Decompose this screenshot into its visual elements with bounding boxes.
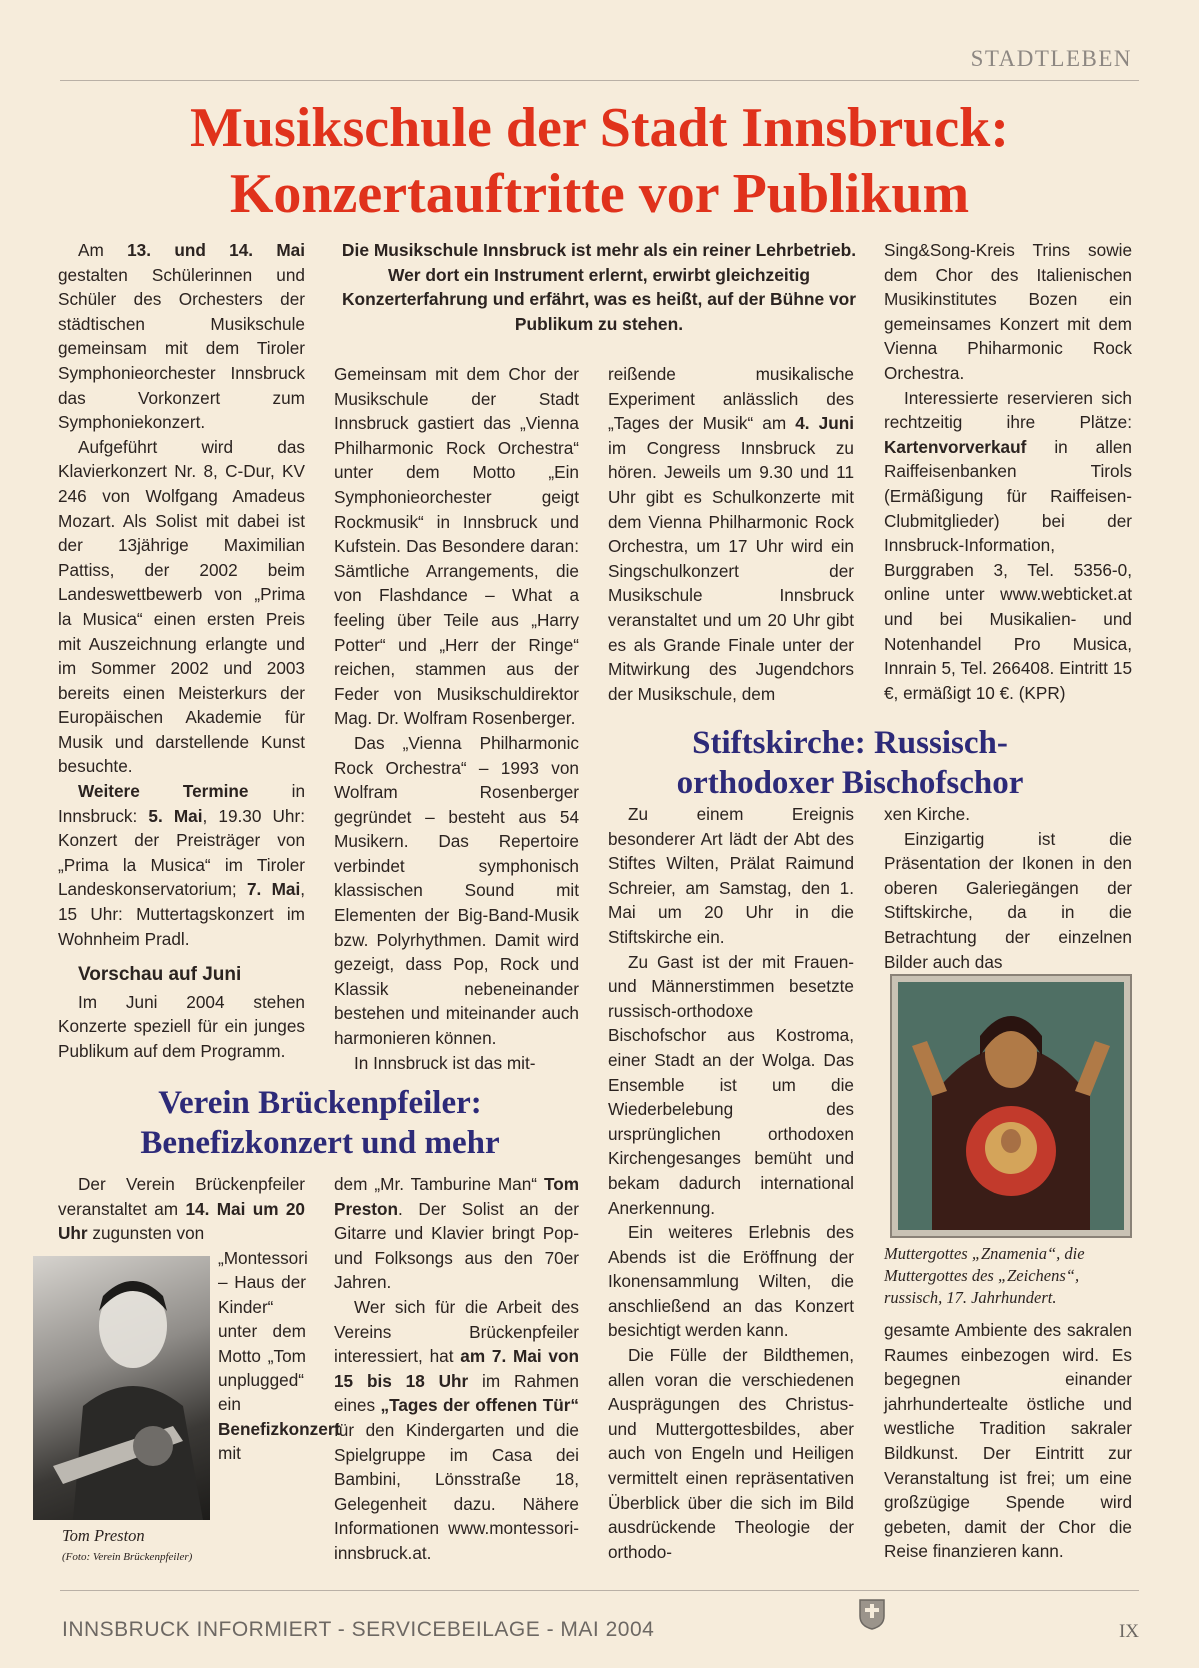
verein-column-2: [334, 1172, 579, 1566]
article-column-2: [334, 362, 579, 1075]
footer-rule: [60, 1590, 1139, 1591]
paragraph: Ein weiteres Erlebnis des Abends ist die Eröffnung der Ikonensammlung Wilten, die anschließend an das Konzert besichtigt werden kann.: [608, 1222, 854, 1341]
stift-column-2: [884, 802, 1132, 974]
paragraph: Gemeinsam mit dem Chor der Musikschule der Stadt Innsbruck gastiert das „Vienna Philharmonic Rock Orchestra“ unter dem Motto „Ein Symphonieorchester geigt Rockmusik“ in Innsbruck und Kufstein. Das Besondere daran: Sämtliche Arrangements, die von Flashdance – What a feeling über Teile aus „Harry Potter“ und „Herr der Ringe“ reichen, stammen aus der Feder von Musikschuldirektor Mag. Dr. Wolfram Rosenberger.: [334, 364, 579, 729]
paragraph: reißende musikalische Experiment anlässlich des „Tages der Musik“ am 4. Juni im Congress Innsbruck zu hören. Jeweils um 9.30 und 11 Uhr gibt es Schulkonzerte mit dem Vienna Philharmonic Rock Orchestra, um 17 Uhr wird ein Singschulkonzert der Musikschule Innsbruck veranstaltet und um 20 Uhr gibt es als Grande Finale unter der Mitwirkung des Jugendchors der Musikschule, dem: [608, 364, 854, 704]
photo-credit: (Foto: Verein Brückenpfeiler): [62, 1551, 193, 1563]
stift-column-2b: [884, 1318, 1132, 1564]
page-number: IX: [1118, 1621, 1139, 1642]
article-column-3: [608, 362, 854, 706]
paragraph: Der Verein Brückenpfeiler veranstaltet am 14. Mai um 20 Uhr zugunsten von: [58, 1174, 305, 1244]
paragraph: gesamte Ambiente des sakralen Raumes einbezogen wird. Es begegnen einander jahrhundertealte östliche und westliche Tradition sakraler Bildkunst. Der Eintritt zur Veranstaltung ist frei; um eine großzügige Spende wird gebeten, damit der Chor die Reise finanzieren kann.: [884, 1320, 1132, 1562]
subheading-vorschau: Vorschau auf Juni: [78, 964, 242, 986]
paragraph: Zu Gast ist der mit Frauen- und Männerstimmen besetzte russisch-orthodoxe Bischofschor aus Kostroma, einer Stadt an der Wolga. Das Ensemble ist um die Wiederbelebung des ursprünglichen orthodoxen Kirchengesanges bemüht und bekam dadurch international Anerkennung.: [608, 951, 854, 1218]
paragraph: dem „Mr. Tamburine Man“ Tom Preston. Der Solist an der Gitarre und Klavier bringt Pop- und Folksongs aus den 70er Jahren.: [334, 1174, 579, 1293]
paragraph: Am 13. und 14. Mai gestalten Schülerinnen und Schüler des Orchesters der städtischen Musikschule gemeinsam mit dem Tiroler Symphonieorchester Innsbruck das Vorkonzert zum Symphoniekonzert.: [58, 240, 305, 433]
verein-narrow-text: [218, 1246, 341, 1466]
paragraph: Zu einem Ereignis besonderer Art lädt der Abt des Stiftes Wilten, Prälat Raimund Schreier, am Samstag, den 1. Mai um 20 Uhr in die Stiftskirche ein.: [608, 804, 854, 947]
verein-title-line2: Benefizkonzert und mehr: [140, 1125, 500, 1161]
header-rule: [60, 80, 1139, 81]
paragraph: Weitere Termine in Innsbruck: 5. Mai, 19.30 Uhr: Konzert der Preisträger von „Prima la Musica“ im Tiroler Landeskonservatorium; 7. Mai, 15 Uhr: Muttertagskonzert im Wohnheim Pradl.: [58, 781, 306, 949]
stift-title-line2: orthodoxer Bischofschor: [676, 765, 1024, 801]
verein-intro: [58, 1172, 305, 1246]
section-label: STADTLEBEN: [970, 46, 1132, 71]
guitarist-illustration: [33, 1256, 210, 1520]
madonna-icon: [892, 976, 1130, 1236]
paragraph: „Montessori – Haus der Kinder“ unter dem Motto „Tom unplugged“ ein Benefizkonzert mit: [218, 1248, 341, 1464]
paragraph: Das „Vienna Philharmonic Rock Orchestra“ – 1993 von Wolfram Rosenberger gegründet – besteht aus 54 Musikern. Das Repertoire verbindet symphonisch klassischen Sound mit Elementen der Big-Band-Musik bzw. Polyrhythmen. Damit wird gezeigt, dass Pop, Rock und Klassik nebeneinander bestehen und miteinander auch harmonieren können.: [334, 732, 579, 1049]
coat-of-arms-icon: [858, 1598, 886, 1630]
footer-publication: INNSBRUCK INFORMIERT - SERVICEBEILAGE - MAI 2004: [62, 1618, 655, 1641]
lead-paragraph: Die Musikschule Innsbruck ist mehr als ein reiner Lehrbetrieb. Wer dort ein Instrument erlernt, erwirbt gleichzeitig Konzerterfahrung und erfährt, was es heißt, auf der Bühne vor Publikum zu stehen.: [341, 240, 857, 334]
headline-line2: Konzertauftritte vor Publikum: [229, 163, 970, 225]
article-column-1: [58, 238, 305, 1064]
tom-preston-photo: [33, 1256, 210, 1520]
paragraph: xen Kirche.: [884, 804, 970, 824]
verein-title-line1: Verein Brückenpfeiler:: [158, 1085, 482, 1121]
paragraph: Wer sich für die Arbeit des Vereins Brückenpfeiler interessiert, hat am 7. Mai von 15 bis 18 Uhr im Rahmen eines „Tages der offenen Tür“ für den Kindergarten und die Spielgruppe im Casa dei Bambini, Lönsstraße 18, Gelegenheit dazu. Nähere Informationen www.montessori-innsbruck.at.: [334, 1296, 579, 1563]
article-column-4: [884, 238, 1132, 705]
paragraph: Die Fülle der Bildthemen, allen voran die verschiedenen Ausprägungen des Christus- und Muttergottesbildes, aber auch von Engeln und Heiligen vermittelt einen repräsentativen Überblick über die sich im Bild ausdrückende Theologie der orthodo-: [608, 1345, 854, 1562]
paragraph: Interessierte reservieren sich rechtzeitig ihre Plätze: Kartenvorverkauf in allen Raiffeisenbanken Tirols (Ermäßigung für Raiffeisen-Clubmitglieder) bei der Innsbruck-Information, Burggraben 3, Tel. 5356-0, online unter www.webticket.at und bei Musikalien- und Notenhandel Pro Musica, Innrain 5, Tel. 266408. Eintritt 15 €, ermäßigt 10 €. (KPR): [884, 387, 1132, 703]
icon-image: [890, 974, 1132, 1238]
paragraph: Einzigartig ist die Präsentation der Ikonen in den oberen Galeriegängen der Stiftskirche, da in die Betrachtung der einzelnen Bilder auch das: [884, 828, 1132, 972]
paragraph: Sing&Song-Kreis Trins sowie dem Chor des Italienischen Musikinstitutes Bozen ein gemeinsames Konzert mit dem Vienna Phiharmonic Rock Orchestra.: [884, 240, 1132, 383]
paragraph: Im Juni 2004 stehen Konzerte speziell für ein junges Publikum auf dem Programm.: [58, 991, 305, 1061]
photo-caption: Tom Preston: [62, 1526, 145, 1545]
stift-column-1: [608, 802, 854, 1564]
paragraph: Aufgeführt wird das Klavierkonzert Nr. 8, C-Dur, KV 246 von Wolfgang Amadeus Mozart. Als Solist mit dabei ist der 13jährige Maximilian Pattiss, der 2002 beim Landeswettbewerb von „Prima la Musica“ einen ersten Preis mit Auszeichnung erlangte und im Sommer 2002 und 2003 bereits einen Meisterkurs der Europäischen Akademie für Musik und darstellende Kunst besuchte.: [58, 436, 305, 777]
paragraph: In Innsbruck ist das mit-: [354, 1052, 536, 1073]
headline-line1: Musikschule der Stadt Innsbruck:: [190, 97, 1009, 159]
stift-title-line1: Stiftskirche: Russisch-: [692, 725, 1008, 761]
icon-caption: Muttergottes „Znamenia“, die Muttergottes des „Zeichens“, russisch, 17. Jahrhundert.: [884, 1244, 1085, 1307]
